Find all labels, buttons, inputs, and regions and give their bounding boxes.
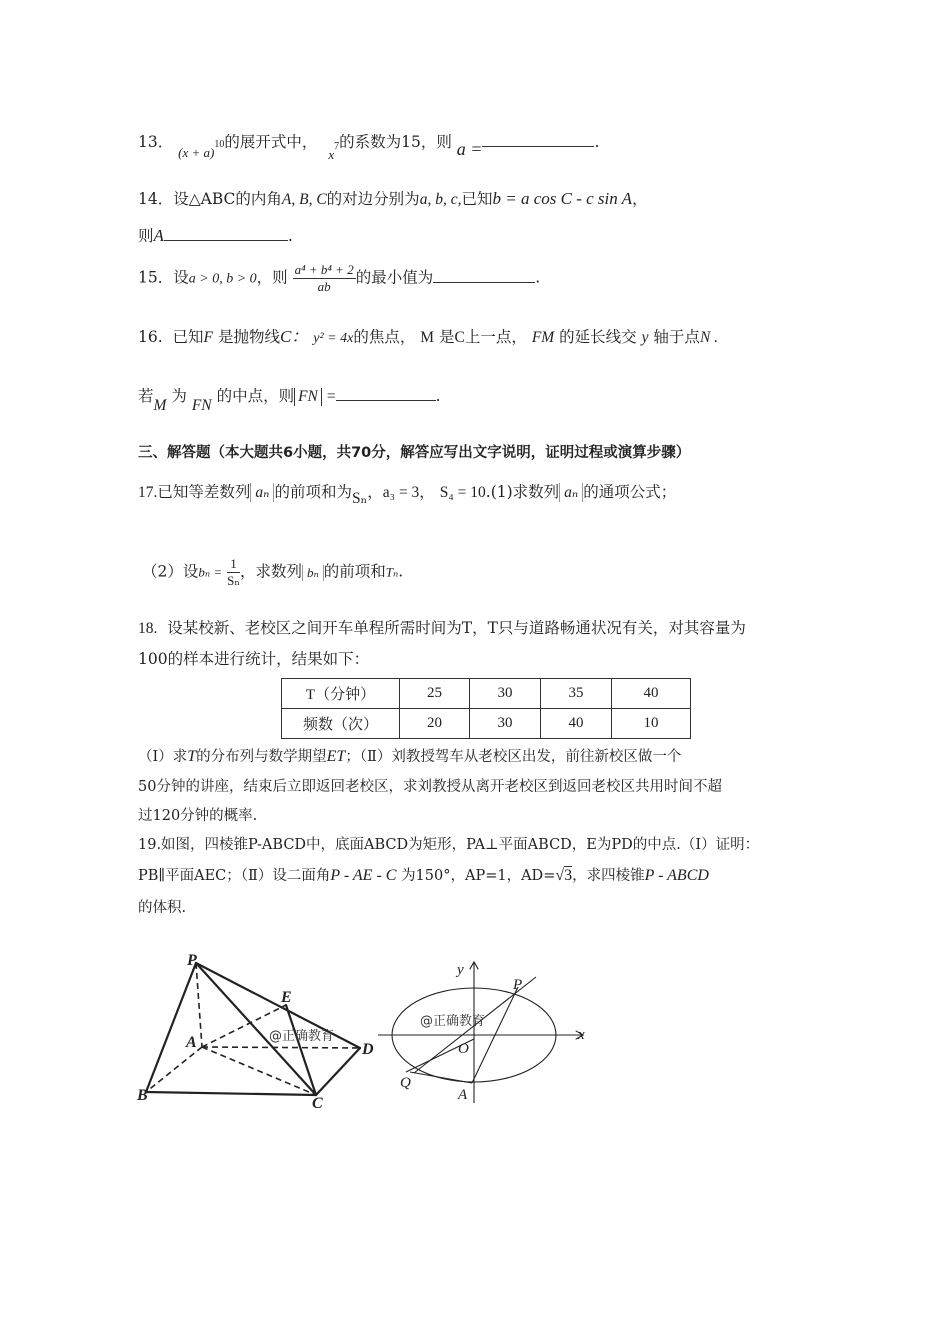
question-18-line4: 50分钟的讲座，结束后立即返回老校区，求刘教授从离开老校区到返回老校区共用时间不超 <box>138 779 722 795</box>
answer-blank[interactable] <box>336 399 436 401</box>
watermark: @正确教育 <box>420 1014 486 1029</box>
question-15: 15．设a > 0, b > 0，则 $\frac{\text{a⁴ + b⁴ + 2}}{ab}$ 的最小值为 . <box>138 262 541 294</box>
watermark: @正确教育 <box>269 1029 335 1044</box>
table-cell: 10 <box>612 709 691 739</box>
question-18: 18. 设某校新、老校区之间开车单程所需时间为T，T只与道路畅通状况有关，对其容量为 <box>138 619 746 637</box>
question-17-part2: （2）设bₙ = $\frac{1}{\text{Sₙ}}$ ，求数列 bₙ 的前项和Tₙ. <box>142 556 404 588</box>
answer-blank[interactable] <box>433 281 535 283</box>
label-O: O <box>458 1041 469 1057</box>
question-16: 16. 已知F 是抛物线C： y² = 4x的焦点， M 是C上一点， FM 的延长线交 y 轴于点N . <box>138 327 719 346</box>
question-18-line3: （Ⅰ）求T的分布列与数学期望ET；（Ⅱ）刘教授驾车从老校区出发，前往新校区做一个 <box>138 748 682 765</box>
table-cell: 30 <box>470 709 541 739</box>
question-18-line5: 过120分钟的概率. <box>138 808 258 824</box>
answer-blank[interactable] <box>164 239 288 241</box>
answer-blank[interactable] <box>482 145 594 147</box>
label-D: D <box>362 1041 374 1058</box>
question-19-line3: 的体积. <box>138 900 187 916</box>
table-cell: T（分钟） <box>282 679 400 709</box>
label-E: E <box>281 989 292 1006</box>
table-cell: 35 <box>541 679 612 709</box>
label-A: A <box>458 1087 468 1103</box>
label-y: y <box>457 962 464 978</box>
label-P: P <box>187 952 197 969</box>
table-cell: 频数（次） <box>282 709 400 739</box>
question-13: 13． $_{(x + a)}$10的展开式中， $_x$7的系数为15，则 a = . <box>138 133 600 162</box>
label-x: x <box>578 1027 585 1043</box>
table-row <box>282 679 691 709</box>
table-cell: 40 <box>612 679 691 709</box>
question-18-line2: 100的样本进行统计，结果如下： <box>138 650 370 668</box>
section-heading: 三、解答题（本大题共6小题，共70分，解答应写出文字说明，证明过程或演算步骤） <box>138 445 691 461</box>
question-17: 17.已知等差数列 aₙ 的前项和为Sₙ，a₃ = 3， S₄ = 10.(1)求数列 aₙ 的通项公式； <box>138 483 677 507</box>
label-C: C <box>312 1095 323 1110</box>
table-cell: 20 <box>400 709 470 739</box>
table-cell: 25 <box>400 679 470 709</box>
label-B: B <box>137 1087 148 1104</box>
label-P: P <box>513 977 523 993</box>
pyramid-figure <box>130 945 380 1110</box>
ellipse-figure <box>370 955 600 1105</box>
question-14: 14．设△ABC的内角A, B, C的对边分别为a, b, c,已知b = a cos C - c sin A， <box>138 189 648 208</box>
label-Q: Q <box>400 1075 411 1091</box>
label-A: A <box>186 1034 197 1051</box>
fraction: $\frac{\text{a⁴ + b⁴ + 2}}{ab}$ <box>294 262 354 294</box>
question-16-line2: 若M 为 FN 的中点，则 FN = . <box>138 387 441 414</box>
table-cell: 40 <box>541 709 612 739</box>
question-14-line2: 则A . <box>138 226 293 245</box>
table-cell: 30 <box>470 679 541 709</box>
frequency-table <box>281 678 691 739</box>
question-19-line2: PB∥平面AEC；（Ⅱ）设二面角P - AE - C 为150°，AP=1，AD=√3，求四棱锥P - ABCD <box>138 867 709 884</box>
question-19: 19.如图，四棱锥P-ABCD中，底面ABCD为矩形，PA⊥平面ABCD，E为PD的中点.（Ⅰ）证明： <box>138 837 760 853</box>
fraction: $\frac{1}{\text{Sₙ}}$ <box>227 556 240 588</box>
table-row <box>282 709 691 739</box>
